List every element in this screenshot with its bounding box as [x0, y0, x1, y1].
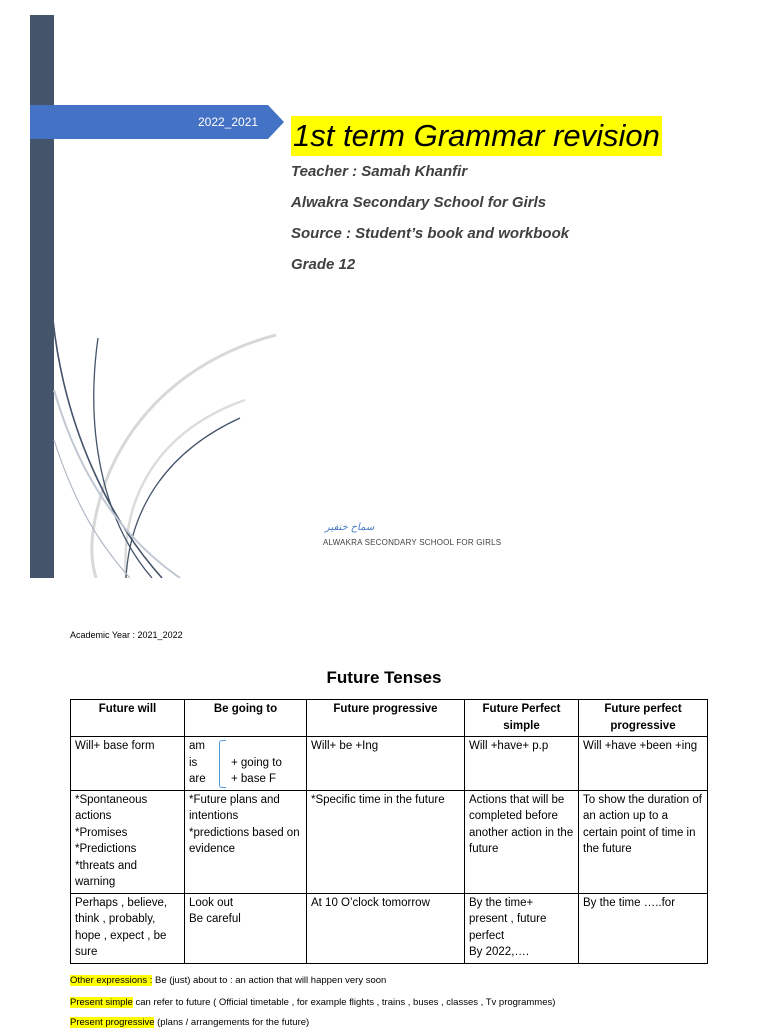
school-line: Alwakra Secondary School for Girls: [291, 194, 547, 211]
future-tenses-table: [70, 699, 708, 964]
note-present-progressive: [70, 1017, 309, 1028]
table-cell: Will +have +been +ing: [579, 737, 708, 791]
brace-icon: [219, 740, 226, 788]
table-row-form: [71, 737, 708, 791]
table-header-row: [71, 700, 708, 737]
note-label: Present simple: [70, 997, 133, 1008]
note-other-expressions: [70, 975, 386, 986]
note-label: Present progressive: [70, 1017, 155, 1028]
note-text: Be (just) about to : an action that will happen very soon: [152, 975, 387, 986]
table-cell: Perhaps , believe, think , probably, hope , expect , be sure: [71, 893, 185, 963]
note-text: can refer to future ( Official timetable , for example flights , trains , buses , classes , Tv programmes): [132, 997, 556, 1008]
table-cell: *Specific time in the future: [307, 790, 465, 893]
year-banner-text: 2022_2021: [198, 115, 259, 129]
table-cell-going-to: [185, 737, 307, 791]
source-line: Source : Student’s book and workbook: [291, 225, 570, 242]
table-cell: Will+ be +Ing: [307, 737, 465, 791]
table-cell: By the time+ present , future perfect By 2022,….: [465, 893, 579, 963]
table-cell: Will +have+ p.p: [465, 737, 579, 791]
academic-year: Academic Year : 2021_2022: [70, 630, 183, 640]
table-cell: At 10 O’clock tomorrow: [307, 893, 465, 963]
table-cell: *Spontaneous actions *Promises *Predictions *threats and warning: [71, 790, 185, 893]
grade-line: Grade 12: [291, 256, 356, 273]
note-text: (plans / arrangements for the future): [154, 1017, 310, 1028]
signature: سماح خنفير: [325, 522, 375, 533]
page-title: 1st term Grammar revision: [291, 116, 662, 156]
table-header-cell: Future progressive: [307, 700, 465, 737]
table-header-cell: Future will: [71, 700, 185, 737]
table-cell: *Future plans and intentions *predictions based on evidence: [185, 790, 307, 893]
table-cell: Will+ base form: [71, 737, 185, 791]
table-header-cell: Be going to: [185, 700, 307, 737]
table-header-cell: Future Perfect simple: [465, 700, 579, 737]
table-row-signals: [71, 893, 708, 963]
table-header-cell: Future perfect progressive: [579, 700, 708, 737]
note-present-simple: [70, 997, 555, 1008]
going-to-subjects: am is are: [189, 740, 206, 785]
decorative-curves: [30, 290, 290, 578]
section-title: Future Tenses: [326, 668, 442, 687]
table-cell: By the time …..for: [579, 893, 708, 963]
going-to-rule: + going to + base F: [231, 756, 282, 785]
school-caption: ALWAKRA SECONDARY SCHOOL FOR GIRLS: [323, 538, 502, 547]
note-label: Other expressions :: [70, 975, 153, 986]
table-row-uses: [71, 790, 708, 893]
table-cell: Actions that will be completed before another action in the future: [465, 790, 579, 893]
table-cell: Look out Be careful: [185, 893, 307, 963]
teacher-line: Teacher : Samah Khanfir: [291, 163, 468, 180]
table-cell: To show the duration of an action up to a certain point of time in the future: [579, 790, 708, 893]
